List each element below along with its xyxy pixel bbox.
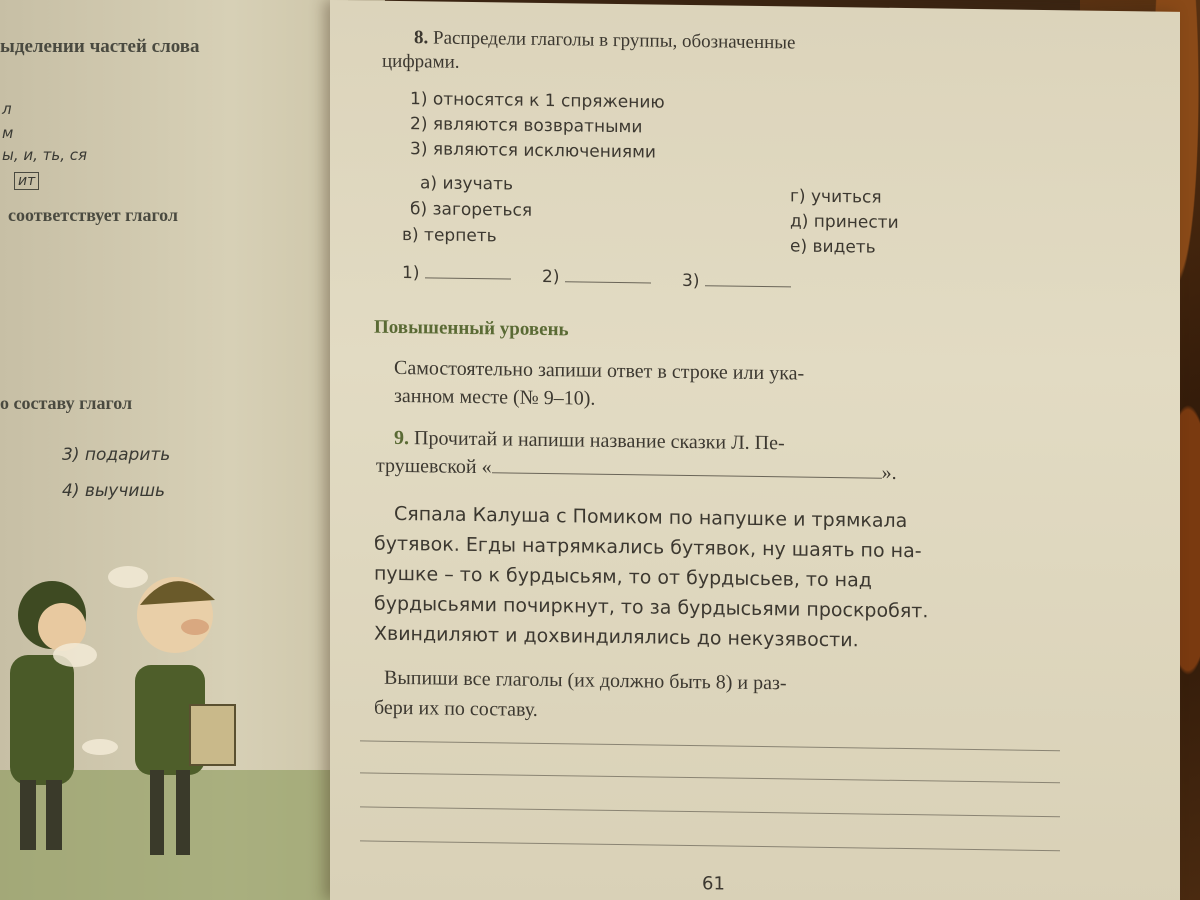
task8-verb-v: в) терпеть — [402, 225, 497, 247]
task8-group-1: 1) относятся к 1 спряжению — [410, 89, 665, 113]
task8-verb-g: г) учиться — [790, 186, 882, 208]
task8-verb-b: б) загореться — [410, 199, 533, 221]
task9-line2-start: трушевской « — [376, 454, 492, 479]
story-line-1: Сяпала Калуша с Помиком по напушке и трямкала — [394, 502, 908, 533]
answer-blank-3[interactable] — [705, 284, 791, 287]
answer-label-1: 1) — [402, 263, 420, 284]
task9-line2 — [376, 455, 897, 485]
story-line-2: бутявок. Егды натрямкались бутявок, ну шаять по на- — [374, 532, 922, 563]
answer-label-3: 3) — [682, 270, 700, 292]
fairy-tale-title-blank[interactable] — [492, 471, 882, 478]
left-matching-line: соответствует глагол — [8, 205, 179, 225]
task8-group-3: 3) являются исключениями — [410, 139, 656, 163]
task8-verb-a: а) изучать — [420, 173, 513, 195]
morph-mark-1: л — [2, 100, 12, 118]
task9-line1-text: Прочитай и напиши название сказки Л. Пе- — [414, 427, 785, 455]
task8-title-line1 — [414, 27, 796, 54]
task9-assignment-line2: бери их по составу. — [374, 696, 538, 721]
story-line-3: пушке – то к бурдысьям, то от бурдысьев, то над — [374, 562, 872, 592]
story-line-5: Хвиндиляют и дохвиндилялись до некузявости. — [374, 622, 859, 652]
task9-assignment-line1: Выпиши все глаголы (их должно быть 8) и раз- — [384, 666, 787, 695]
left-heading-fragment: ыделении частей слова — [0, 36, 200, 57]
task9-line2-end: ». — [881, 461, 897, 484]
task8-group-2: 2) являются возвратными — [410, 114, 643, 138]
right-page — [330, 0, 1180, 900]
task8-answer-2 — [542, 267, 651, 289]
cartoon-illustration — [0, 555, 330, 900]
task8-answer-3 — [682, 271, 791, 293]
answer-blank-2[interactable] — [565, 280, 651, 283]
task8-title-line2: цифрами. — [382, 50, 460, 73]
advanced-heading: Повышенный уровень — [374, 316, 569, 341]
morph-ending-box: ит — [14, 172, 39, 190]
advanced-instruction-line2: занном месте (№ 9–10). — [394, 384, 596, 410]
left-composition-line: о составу глагол — [0, 393, 133, 413]
advanced-instruction-line1: Самостоятельно запиши ответ в строке или ука- — [394, 356, 805, 385]
left-item-3: 3) подарить — [62, 445, 171, 465]
answer-line-1[interactable] — [360, 740, 1060, 751]
task8-verb-e: е) видеть — [790, 236, 876, 258]
left-item-4: 4) выучишь — [62, 481, 166, 501]
answer-line-3[interactable] — [360, 806, 1060, 817]
left-page — [0, 0, 385, 900]
morph-suffixes: ы, и, ть, ся — [2, 146, 88, 164]
page-number: 61 — [702, 873, 725, 895]
story-line-4: бурдысьями почиркнут, то за бурдысьями проскробят. — [374, 592, 929, 623]
answer-line-4[interactable] — [360, 840, 1060, 851]
task8-title-text: Распредели глаголы в группы, обозначенные — [433, 27, 796, 54]
task8-answer-1 — [402, 263, 511, 285]
answer-blank-1[interactable] — [425, 276, 511, 279]
morph-mark-2: м — [2, 124, 14, 142]
answer-line-2[interactable] — [360, 772, 1060, 783]
task9-number: 9. — [394, 426, 409, 450]
task8-number: 8. — [414, 27, 429, 49]
task8-verb-d: д) принести — [790, 211, 899, 233]
answer-label-2: 2) — [542, 266, 560, 288]
task9-line1 — [394, 427, 785, 455]
